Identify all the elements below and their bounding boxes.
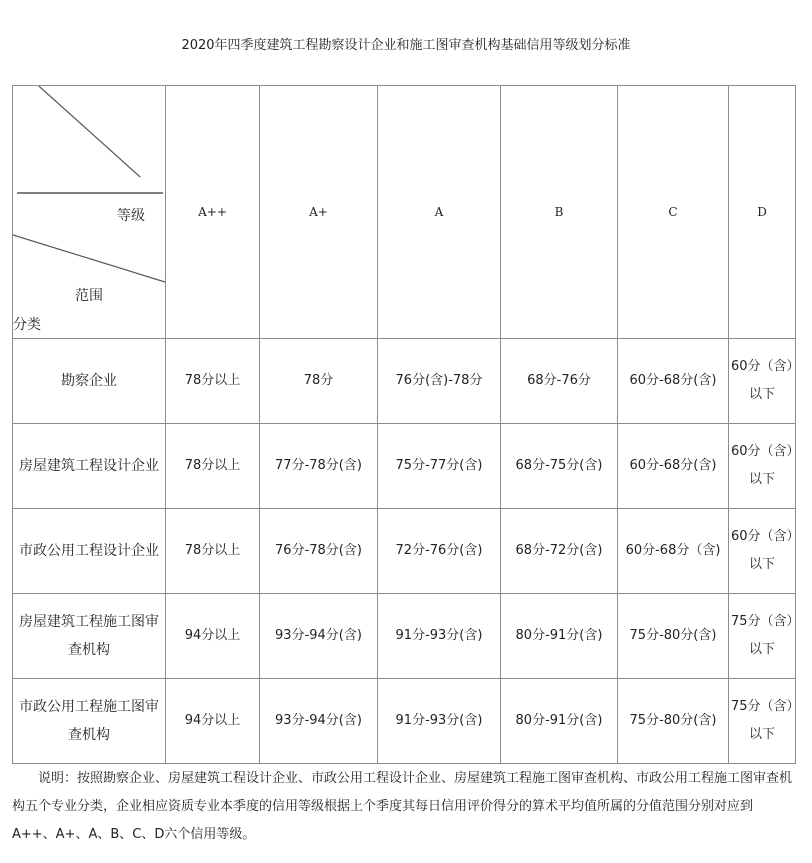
category-cell: 勘察企业 (13, 339, 166, 424)
score-cell: 60分-68分（含) (618, 509, 729, 594)
table-row (13, 679, 796, 764)
table-row (13, 424, 796, 509)
table-row (13, 594, 796, 679)
score-cell: 78分 (260, 339, 378, 424)
score-cell: 93分-94分(含) (260, 594, 378, 679)
grade-header-c: C (618, 86, 729, 339)
score-cell: 78分以上 (166, 424, 260, 509)
score-cell: 60分（含）以下 (729, 509, 796, 594)
explanatory-note: 说明：按照勘察企业、房屋建筑工程设计企业、市政公用工程设计企业、房屋建筑工程施工图审查机构、市政公用工程施工图审查机构五个专业分类，企业相应资质专业本季度的信用等级根据上个季度其每日信用评价得分的算术平均值所属的分值范围分别对应到A++、A+、A、B、C、D六个信用等级。 (12, 771, 793, 842)
score-cell: 94分以上 (166, 679, 260, 764)
score-cell: 91分-93分(含) (378, 679, 501, 764)
category-cell: 市政公用工程施工图审查机构 (13, 679, 166, 764)
page-title: 2020年四季度建筑工程勘察设计企业和施工图审查机构基础信用等级划分标准 (181, 38, 631, 53)
score-cell: 76分(含)-78分 (378, 339, 501, 424)
category-cell: 房屋建筑工程设计企业 (13, 424, 166, 509)
table-row (13, 509, 796, 594)
range-axis-label: 范围 (75, 288, 103, 304)
category-cell: 房屋建筑工程施工图审查机构 (13, 594, 166, 679)
table-header-row (13, 86, 796, 339)
score-cell: 60分-68分(含) (618, 339, 729, 424)
score-cell: 94分以上 (166, 594, 260, 679)
score-cell: 91分-93分(含) (378, 594, 501, 679)
score-cell: 68分-76分 (501, 339, 618, 424)
score-cell: 75分-77分(含) (378, 424, 501, 509)
score-cell: 68分-75分(含) (501, 424, 618, 509)
grade-header-a-plus: A+ (260, 86, 378, 339)
score-cell: 75分（含）以下 (729, 679, 796, 764)
class-axis-label: 分类 (13, 317, 41, 333)
score-cell: 75分（含）以下 (729, 594, 796, 679)
score-cell: 75分-80分(含) (618, 679, 729, 764)
category-cell: 市政公用工程设计企业 (13, 509, 166, 594)
grade-axis-label: 等级 (117, 208, 145, 224)
score-cell: 80分-91分(含) (501, 594, 618, 679)
score-cell: 78分以上 (166, 339, 260, 424)
score-cell: 68分-72分(含) (501, 509, 618, 594)
score-cell: 76分-78分(含) (260, 509, 378, 594)
score-cell: 77分-78分(含) (260, 424, 378, 509)
diagonal-header-cell (13, 86, 166, 339)
score-cell: 80分-91分(含) (501, 679, 618, 764)
score-cell: 60分（含）以下 (729, 424, 796, 509)
credit-grade-table (12, 85, 796, 764)
score-cell: 72分-76分(含) (378, 509, 501, 594)
grade-header-a: A (378, 86, 501, 339)
grade-header-a-plus-plus: A++ (166, 86, 260, 339)
score-cell: 78分以上 (166, 509, 260, 594)
grade-header-b: B (501, 86, 618, 339)
score-cell: 60分（含）以下 (729, 339, 796, 424)
grade-header-d: D (729, 86, 796, 339)
score-cell: 93分-94分(含) (260, 679, 378, 764)
score-cell: 75分-80分(含) (618, 594, 729, 679)
score-cell: 60分-68分(含) (618, 424, 729, 509)
table-row (13, 339, 796, 424)
